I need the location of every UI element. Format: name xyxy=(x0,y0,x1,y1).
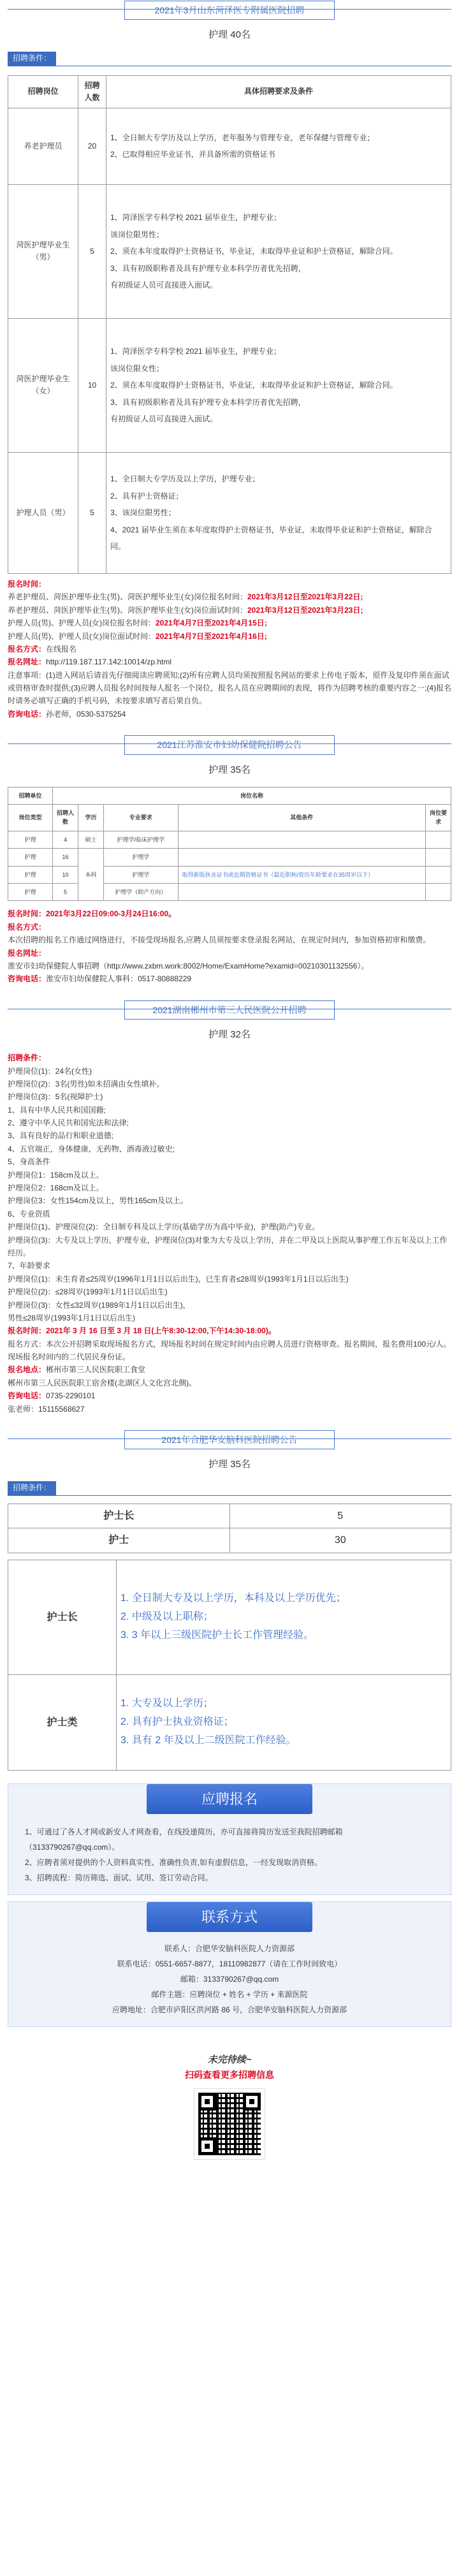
recruit-table xyxy=(8,1504,451,1553)
table-cell: 护理 xyxy=(8,831,53,848)
req-line: 3、具有初级职称者及具有护理专业本科学历者优先招聘， xyxy=(110,397,306,407)
table-cell xyxy=(178,883,426,900)
section-title: 2021湖南郴州市第三人民医院公开招聘 xyxy=(124,1000,335,1020)
requirement-table xyxy=(8,1560,451,1771)
info-line: 5、身高条件 xyxy=(8,1157,50,1167)
table-cell: 护理 xyxy=(8,849,53,866)
section-count: 护理 32名 xyxy=(208,1029,251,1041)
req-line: 2、须在本年度取得护士资格证书，毕业证，未取得毕业证和护士资格证，解除合同。 xyxy=(110,381,398,390)
req-cell xyxy=(106,318,451,452)
table-cell: 护理学/临床护理学 xyxy=(104,831,178,848)
section-count: 护理 35名 xyxy=(208,764,251,775)
table-header: 岗位类型 xyxy=(8,805,53,831)
info-line: 护理岗位3：女性154cm及以上，男性165cm及以上。 xyxy=(8,1196,188,1206)
info-line: 1、具有中华人民共和国国籍; xyxy=(8,1105,106,1115)
tag-line xyxy=(8,52,451,66)
req-line: 该岗位限女性； xyxy=(110,363,164,373)
section-title: 2021江苏淮安市妇幼保健院招聘公告 xyxy=(124,735,335,754)
note-text: 注意事项：(1)进入网站后请首先仔细阅读应聘须知;(2)所有应聘人员均须按照报名网站的要求上传电子版本，原件及复印件须在面试或资格审查时提供;(3)应聘人员报名时间按每人报名一个岗位，报名人员在应聘期间的表现，将作为招聘考核的重要内容之一;(4)报名时请务必填写正确的手机号码，未按要求填写者后果自负。 xyxy=(8,670,452,706)
section-count: 护理 40名 xyxy=(208,29,251,41)
table-cell xyxy=(178,831,426,848)
table-header: 招聘单位 xyxy=(8,787,53,804)
table-row xyxy=(8,1528,451,1553)
num-cell: 5 xyxy=(78,452,106,573)
req-line: 1、全日制大专学历及以上学历，护理专业； xyxy=(110,474,260,484)
req-cell xyxy=(117,1674,451,1770)
table-cell: 5 xyxy=(53,883,78,900)
table-row xyxy=(8,318,451,452)
post-cell: 护士类 xyxy=(8,1674,117,1770)
table-header: 岗位要求 xyxy=(426,805,451,831)
apply-banner: 应聘报名 xyxy=(147,1784,312,1814)
contact-line: 邮箱：3133790267@qq.com xyxy=(180,1975,279,1984)
table-row xyxy=(8,849,451,866)
req-line: 2、须在本年度取得护士资格证书，毕业证，未取得毕业证和护士资格证，解除合同。 xyxy=(110,247,398,256)
table-row xyxy=(8,866,451,883)
qr-code-icon[interactable] xyxy=(194,2089,265,2159)
table-cell xyxy=(426,849,451,866)
info-block xyxy=(8,1051,451,1416)
section-huaian xyxy=(8,721,451,985)
contact-line: 应聘地址：合肥市庐阳区洪河路 86 号，合肥华安脑科医院人力资源部 xyxy=(112,2005,347,2015)
req-line: 1、菏泽医学专科学校 2021 届毕业生，护理专业； xyxy=(110,213,282,223)
req-line: 1、全日制大专学历及以上学历，老年服务与管理专业，老年保健与管理专业； xyxy=(110,133,375,143)
table-row xyxy=(8,1674,451,1770)
table-cell: 硕士 xyxy=(78,831,104,848)
req-cell xyxy=(106,452,451,573)
table-cell: 本科 xyxy=(78,849,104,901)
section-count: 护理 35名 xyxy=(208,1459,251,1470)
req-line: 有初级证人员可直接进入面试。 xyxy=(110,414,218,424)
table-cell xyxy=(426,883,451,900)
req-line: 2. 具有护士执业资格证； xyxy=(120,1716,234,1727)
req-line: 2、具有护士资格证； xyxy=(110,491,184,501)
site-link[interactable]: 淮安市妇幼保健院人事招聘（http://www.zxbm.work:8002/Home/ExamHome?examid=00210301132556）。 xyxy=(8,961,369,970)
info-line: 本次招聘的报名工作通过网络进行，不接受现场报名,应聘人员须按要求登录报名网站，在规定时间内，参加资格初审和缴费。 xyxy=(8,935,431,945)
apply-line: 2、应聘者须对提供的个人资料真实性、准确性负责,如有虚假信息，一经发现取消资格。 xyxy=(25,1858,323,1867)
table-cell: 护理学 xyxy=(104,849,178,866)
table-cell: 4 xyxy=(53,831,78,848)
recruit-table xyxy=(8,787,451,902)
section-title-rule xyxy=(8,9,451,10)
apply-line: 1、可通过了各人才网或新安人才网查看，在线投递简历，亦可直接将简历发送至我院招聘邮箱（3133790267@qq.com）。 xyxy=(25,1827,343,1852)
info-line: 护理岗位2：168cm及以上。 xyxy=(8,1183,104,1193)
info-line: 4、五官端正，身体健康，无药物、酒毒液过敏史; xyxy=(8,1144,175,1153)
info-line: 报名方式： xyxy=(8,922,47,932)
info-line: 7、年龄要求 xyxy=(8,1261,50,1271)
req-line: 1. 大专及以上学历； xyxy=(120,1698,214,1709)
section-heze xyxy=(8,0,451,721)
footer xyxy=(8,2027,451,2177)
req-line: 3、具有初级职称者及具有护理专业本科学历者优先招聘， xyxy=(110,263,306,273)
info-line: 护理岗位(1)：未生育者≤25周岁(1996年1月1日以后出生)，已生育者≤28周岁(1993年1月1日以后出生) xyxy=(8,1274,349,1284)
table-header: 具体招聘要求及条件 xyxy=(106,75,451,108)
table-cell: 16 xyxy=(53,849,78,866)
contact-line: 联系电话：0551-6657-8877，18110982877（请在工作时间致电） xyxy=(117,1959,342,1969)
req-cell xyxy=(106,184,451,318)
req-line: 有初级证人员可直接进入面试。 xyxy=(110,281,218,290)
info-line: 咨询电话：0735-2290101 xyxy=(8,1391,96,1401)
table-cell xyxy=(426,866,451,883)
post-cell: 菏医护理毕业生（男） xyxy=(8,184,78,318)
table-cell: 10 xyxy=(53,866,78,883)
post-cell: 护士长 xyxy=(8,1504,230,1528)
table-cell: 护理学 xyxy=(104,866,178,883)
info-line: 张老师：15115568627 xyxy=(8,1404,85,1414)
section-chenzhou xyxy=(8,986,451,1416)
req-cell xyxy=(106,108,451,184)
table-header: 岗位名称 xyxy=(53,787,451,804)
table-row xyxy=(8,883,451,900)
table-header: 招聘人数 xyxy=(53,805,78,831)
info-line: 护理岗位(3)：5名(视障护士) xyxy=(8,1092,103,1102)
section-title: 2021年3月山东菏泽医专附属医院招聘 xyxy=(124,1,335,20)
section-title-rule xyxy=(8,1438,451,1439)
num-cell: 5 xyxy=(78,184,106,318)
section-hefei xyxy=(8,1416,451,2027)
contact-box xyxy=(8,1901,451,2027)
req-line: 2. 中级及以上职称； xyxy=(120,1611,214,1622)
req-line: 3、该岗位限男性； xyxy=(110,508,176,518)
info-line: 报名网址： xyxy=(8,948,47,958)
req-cell xyxy=(117,1560,451,1674)
info-line: 护理岗位(1)：24名(女性) xyxy=(8,1066,92,1076)
apply-line: 3、招聘流程：简历筛选、面试、试用、签订劳动合同。 xyxy=(25,1873,213,1882)
info-line: 护理岗位(2)：3名(男性)如未招满由女性填补。 xyxy=(8,1079,164,1088)
table-row xyxy=(8,831,451,848)
field-label: 招聘条件： xyxy=(8,1053,47,1063)
table-header: 学历 xyxy=(78,805,104,831)
info-line: 护理岗位(3)：大专及以上学历，护理专业，护理岗位(3)对象为大专及以上学历，并在二甲及以上医院从事护理工作五年及以上工作经历。 xyxy=(8,1235,448,1257)
info-line: 咨询电话：孙老师，0530-5375254 xyxy=(8,709,126,719)
req-line: 该岗位限男性； xyxy=(110,230,164,239)
post-cell: 护士 xyxy=(8,1528,230,1553)
apply-box xyxy=(8,1783,451,1895)
tag-label: 招聘条件： xyxy=(8,1481,56,1495)
tag-label: 招聘条件： xyxy=(8,52,56,65)
more-text: 未完待续~ xyxy=(207,2054,252,2066)
info-block xyxy=(8,578,451,721)
table-cell: 护理学（助产方向） xyxy=(104,883,178,900)
table-row xyxy=(8,184,451,318)
req-line: 4、2021 届毕业生须在本年度取得护士资格证书，毕业证，未取得毕业证和护士资格证，解除合同。 xyxy=(110,525,432,552)
info-line: 郴州市第三人民医院职工宿舍楼(北湖区人文化宫北侧)。 xyxy=(8,1378,196,1387)
table-row xyxy=(8,1560,451,1674)
info-line: 报名地点：郴州市第三人民医院职工食堂 xyxy=(8,1365,146,1375)
info-line: 报名方式：本次公开招聘采取现场报名方式，现场报名时间在规定时间内由应聘人员进行资格审查。报名期间，报名费用100元/人。现场报名时间内的二代居民身份证。 xyxy=(8,1339,451,1362)
req-line: 1、菏泽医学专科学校 2021 届毕业生，护理专业； xyxy=(110,347,282,356)
table-header: 其他条件 xyxy=(178,805,426,831)
table-cell xyxy=(426,831,451,848)
req-line: 1. 全日制大专及以上学历，本科及以上学历优先； xyxy=(120,1593,346,1604)
table-header: 专业要求 xyxy=(104,805,178,831)
section-title: 2021年合肥华安脑科医院招聘公告 xyxy=(124,1430,335,1449)
num-cell: 5 xyxy=(229,1504,451,1528)
info-line: 2、遵守中华人民共和国宪法和法律; xyxy=(8,1118,129,1128)
table-row xyxy=(8,1504,451,1528)
post-cell: 护士长 xyxy=(8,1560,117,1674)
info-line: 养老护理员、菏医护理毕业生(男)、菏医护理毕业生(女)岗位面试时间：2021年3月12日至2021年3月23日; xyxy=(8,605,363,615)
table-header: 招聘人数 xyxy=(78,75,106,108)
contact-line: 联系人：合肥华安脑科医院人力资源部 xyxy=(164,1944,295,1954)
recruit-table xyxy=(8,75,451,574)
contact-line: 邮件主题：应聘岗位 + 姓名 + 学历 + 来源医院 xyxy=(151,1990,308,2000)
num-cell: 20 xyxy=(78,108,106,184)
table-cell xyxy=(178,849,426,866)
post-cell: 护理人员（男） xyxy=(8,452,78,573)
info-line: 护理岗位(3)：女性≤32周岁(1989年1月1日以后出生)， xyxy=(8,1300,191,1310)
tag-line xyxy=(8,1481,451,1495)
field-label: 报名时间： xyxy=(8,579,47,589)
section-title-rule xyxy=(8,743,451,744)
num-cell: 10 xyxy=(78,318,106,452)
info-line: 护理岗位(1)、护理岗位(2)：全日制专科及以上学历(基础学历为高中毕业)，护理(助产)专业。 xyxy=(8,1222,320,1232)
info-line: 报名时间：2021年3月22日09:00-3月24日16:00。 xyxy=(8,909,177,919)
info-line: 3、具有良好的品行和职业道德; xyxy=(8,1131,114,1141)
table-header: 招聘岗位 xyxy=(8,75,78,108)
post-cell: 菏医护理毕业生（女） xyxy=(8,318,78,452)
req-line: 2、已取得相应毕业证书，并具备所需的资格证书 xyxy=(110,150,275,159)
contact-banner: 联系方式 xyxy=(147,1902,312,1932)
info-line: 报名方式：在线报名 xyxy=(8,644,77,654)
info-line: 报名网址：http://119.187.117.142:10014/zp.html xyxy=(8,657,172,667)
site-link[interactable]: http://119.187.117.142:10014/zp.html xyxy=(46,657,172,667)
table-row xyxy=(8,108,451,184)
table-cell: 护理 xyxy=(8,866,53,883)
table-cell: 护理 xyxy=(8,883,53,900)
info-line: 6、专业资质 xyxy=(8,1209,50,1218)
scan-text: 扫码查看更多招聘信息 xyxy=(185,2070,274,2081)
info-line: 报名时间：2021年 3 月 16 日至 3 月 18 日(上午8:30-12:00,下午14:30-18:00)。 xyxy=(8,1326,276,1336)
apply-text xyxy=(8,1814,451,1885)
table-cell: 取得新版执业证书或近期资格证书（最近职称/资历年龄要求在35周岁以下） xyxy=(178,866,426,883)
req-line: 3. 3 年以上三级医院护士长工作管理经验。 xyxy=(120,1629,314,1641)
table-row xyxy=(8,452,451,573)
post-cell: 养老护理员 xyxy=(8,108,78,184)
info-line: 护理岗位(2)：≤28周岁(1993年1月1日以后出生) xyxy=(8,1287,168,1297)
info-line: 护理岗位1：158cm及以上。 xyxy=(8,1170,104,1180)
info-line: 养老护理员、菏医护理毕业生(男)、菏医护理毕业生(女)岗位报名时间：2021年3月12日至2021年3月22日; xyxy=(8,592,363,602)
info-line: 咨询电话：淮安市妇幼保健院人事科：0517-80888229 xyxy=(8,974,192,984)
info-line: 男性≤28周岁(1993年1月1日以后出生) xyxy=(8,1313,135,1322)
info-line: 护理人员(男)、护理人员(女)岗位报名时间：2021年4月7日至2021年4月15日; xyxy=(8,618,267,628)
contact-text xyxy=(8,1932,451,2017)
num-cell: 30 xyxy=(229,1528,451,1553)
req-line: 3. 具有 2 年及以上二级医院工作经验。 xyxy=(120,1734,296,1746)
info-block xyxy=(8,907,451,985)
info-line: 护理人员(男)、护理人员(女)岗位面试时间：2021年4月7日至2021年4月16日; xyxy=(8,631,267,641)
